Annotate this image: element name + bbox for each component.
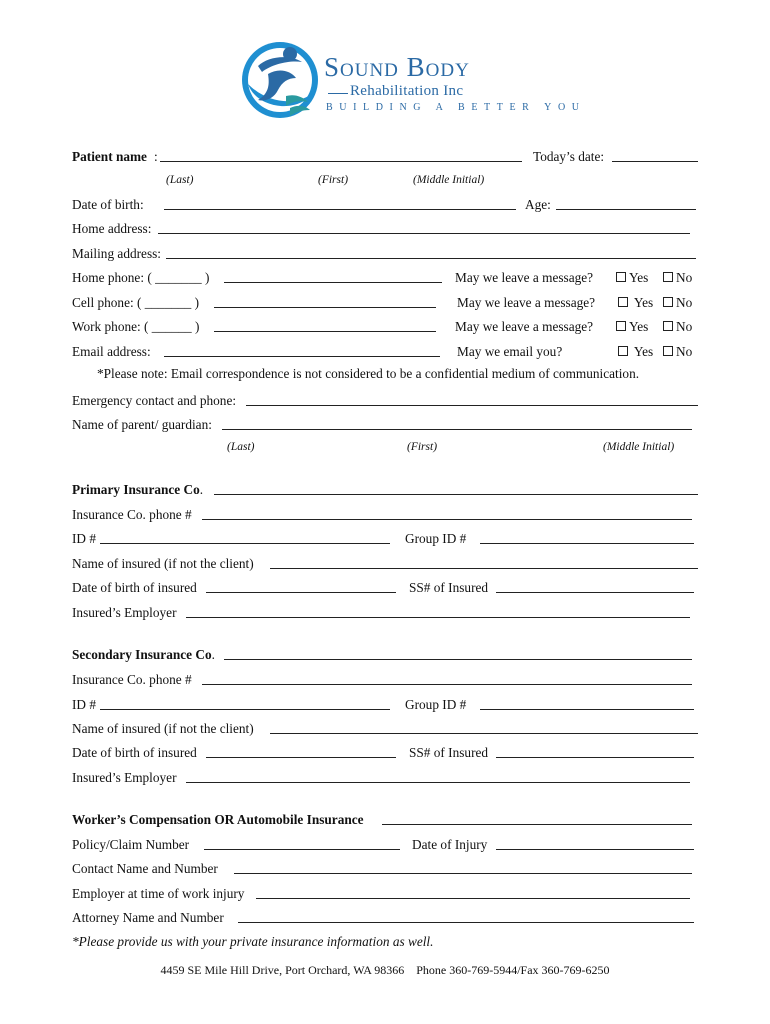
home-phone-yes-option[interactable]: Yes	[616, 269, 648, 287]
mailing-address-label: Mailing address:	[72, 246, 162, 261]
primary-ss-label: SS# of Insured	[409, 580, 489, 595]
primary-employer-row	[72, 604, 698, 622]
primary-id-row	[72, 530, 698, 548]
checkbox-icon[interactable]	[663, 346, 673, 356]
wc-employer-label: Employer at time of work injury	[72, 886, 245, 901]
secondary-group-label: Group ID #	[405, 697, 467, 712]
dob-label: Date of birth:	[72, 197, 144, 212]
patient-name-label: Patient name	[72, 149, 147, 164]
emergency-contact-label: Emergency contact and phone:	[72, 393, 237, 408]
secondary-insurance-field[interactable]	[224, 659, 692, 660]
work-phone-row	[72, 318, 698, 336]
primary-insurance-row: Primary Insurance Co.	[72, 481, 698, 499]
cell-phone-row	[72, 294, 698, 312]
email-confidentiality-note: *Please note: Email correspondence is not considered to be a confidential medium of communication.	[97, 366, 640, 381]
primary-group-field[interactable]	[480, 543, 694, 544]
workers-comp-heading: Worker’s Compensation OR Automobile Insurance	[72, 812, 364, 827]
secondary-id-field[interactable]	[100, 709, 390, 710]
secondary-ss-field[interactable]	[496, 757, 694, 758]
work-phone-no-option[interactable]: No	[663, 318, 692, 336]
home-address-label: Home address:	[72, 221, 152, 236]
home-phone-label: Home phone: ( _______ )	[72, 270, 210, 285]
cell-phone-field[interactable]	[214, 307, 436, 308]
primary-phone-row	[72, 506, 698, 524]
todays-date-field[interactable]	[612, 161, 698, 162]
todays-date-label: Today’s date:	[533, 149, 605, 164]
home-address-field[interactable]	[158, 233, 690, 234]
workers-comp-field[interactable]	[382, 824, 692, 825]
checkbox-icon[interactable]	[663, 272, 673, 282]
work-phone-yes-option[interactable]: Yes	[616, 318, 648, 336]
policy-claim-row	[72, 836, 698, 854]
home-phone-row	[72, 269, 698, 287]
checkbox-icon[interactable]	[618, 297, 628, 307]
home-phone-field[interactable]	[224, 282, 442, 283]
wc-employer-row	[72, 885, 698, 903]
secondary-group-field[interactable]	[480, 709, 694, 710]
cell-phone-label: Cell phone: ( _______ )	[72, 295, 200, 310]
secondary-insurance-heading: Secondary Insurance Co	[72, 647, 212, 662]
wc-contact-label: Contact Name and Number	[72, 861, 218, 876]
email-label: Email address:	[72, 344, 151, 359]
primary-insured-dob-field[interactable]	[206, 592, 396, 593]
primary-id-label: ID #	[72, 531, 97, 546]
secondary-phone-field[interactable]	[202, 684, 692, 685]
secondary-insured-dob-label: Date of birth of insured	[72, 745, 197, 760]
secondary-insurance-row: Secondary Insurance Co.	[72, 646, 698, 664]
secondary-insured-name-label: Name of insured (if not the client)	[72, 721, 254, 736]
wc-contact-field[interactable]	[234, 873, 692, 874]
primary-insured-name-field[interactable]	[270, 568, 698, 569]
private-insurance-note: *Please provide us with your private insurance information as well.	[72, 934, 434, 949]
home-phone-message-question: May we leave a message?	[455, 270, 594, 285]
primary-id-field[interactable]	[100, 543, 390, 544]
emergency-contact-field[interactable]	[246, 405, 698, 406]
secondary-insured-dob-row	[72, 744, 698, 762]
policy-claim-label: Policy/Claim Number	[72, 837, 190, 852]
primary-insured-dob-label: Date of birth of insured	[72, 580, 197, 595]
secondary-insured-name-field[interactable]	[270, 733, 698, 734]
primary-insurance-field[interactable]	[214, 494, 698, 495]
brand-divider	[328, 93, 348, 94]
checkbox-icon[interactable]	[616, 272, 626, 282]
checkbox-icon[interactable]	[663, 321, 673, 331]
primary-insurance-heading: Primary Insurance Co	[72, 482, 200, 497]
primary-employer-label: Insured’s Employer	[72, 605, 177, 620]
home-address-row	[72, 220, 698, 238]
guardian-row	[72, 416, 698, 434]
secondary-id-row	[72, 696, 698, 714]
secondary-phone-label: Insurance Co. phone #	[72, 672, 192, 687]
age-field[interactable]	[556, 209, 696, 210]
email-row	[72, 343, 698, 361]
dob-row	[72, 196, 698, 214]
work-phone-label: Work phone: ( ______ )	[72, 319, 200, 334]
primary-employer-field[interactable]	[186, 617, 690, 618]
cell-phone-yes-option[interactable]: Yes	[618, 294, 653, 312]
brand-subtitle: Rehabilitation Inc	[350, 83, 464, 99]
secondary-ss-label: SS# of Insured	[409, 745, 489, 760]
primary-phone-label: Insurance Co. phone #	[72, 507, 192, 522]
mailing-address-field[interactable]	[166, 258, 696, 259]
attorney-row	[72, 909, 698, 927]
secondary-phone-row	[72, 671, 698, 689]
secondary-employer-field[interactable]	[186, 782, 690, 783]
name-part-last: (Last)	[166, 174, 194, 186]
patient-name-field[interactable]	[160, 161, 522, 162]
checkbox-icon[interactable]	[616, 321, 626, 331]
wc-employer-field[interactable]	[256, 898, 690, 899]
name-part-first: (First)	[318, 174, 349, 186]
wc-contact-row	[72, 860, 698, 878]
guardian-part-last: (Last)	[227, 441, 255, 453]
work-phone-message-question: May we leave a message?	[455, 319, 594, 334]
primary-ss-field[interactable]	[496, 592, 694, 593]
injury-date-field[interactable]	[496, 849, 694, 850]
injury-date-label: Date of Injury	[412, 837, 488, 852]
emergency-contact-row	[72, 392, 698, 410]
primary-phone-field[interactable]	[202, 519, 692, 520]
email-field[interactable]	[164, 356, 440, 357]
primary-group-label: Group ID #	[405, 531, 467, 546]
guardian-field[interactable]	[222, 429, 692, 430]
secondary-id-label: ID #	[72, 697, 97, 712]
secondary-insured-dob-field[interactable]	[206, 757, 396, 758]
guardian-part-first: (First)	[407, 441, 438, 453]
secondary-employer-label: Insured’s Employer	[72, 770, 177, 785]
email-yes-option[interactable]: Yes	[618, 343, 653, 361]
email-no-option[interactable]: No	[663, 343, 692, 361]
guardian-label: Name of parent/ guardian:	[72, 417, 212, 432]
secondary-employer-row	[72, 769, 698, 787]
age-label: Age:	[525, 197, 551, 212]
policy-claim-field[interactable]	[204, 849, 400, 850]
checkbox-icon[interactable]	[618, 346, 628, 356]
cell-phone-no-option[interactable]: No	[663, 294, 692, 312]
email-question: May we email you?	[457, 344, 563, 359]
brand-name: Sound Body	[324, 52, 470, 82]
guardian-part-middle: (Middle Initial)	[603, 441, 675, 453]
attorney-label: Attorney Name and Number	[72, 910, 224, 925]
footer-address: 4459 SE Mile Hill Drive, Port Orchard, WA 98366 Phone 360-769-5944/Fax 360-769-6250	[160, 963, 610, 977]
home-phone-no-option[interactable]: No	[663, 269, 692, 287]
brand-tagline: BUILDING A BETTER YOU	[326, 102, 586, 113]
cell-phone-message-question: May we leave a message?	[457, 295, 596, 310]
checkbox-icon[interactable]	[663, 297, 673, 307]
attorney-field[interactable]	[238, 922, 694, 923]
dob-field[interactable]	[164, 209, 516, 210]
work-phone-field[interactable]	[214, 331, 436, 332]
primary-insured-name-label: Name of insured (if not the client)	[72, 556, 254, 571]
primary-insured-dob-row	[72, 579, 698, 597]
name-part-middle: (Middle Initial)	[413, 174, 485, 186]
patient-name-row: Patient name : Today’s date:	[72, 148, 698, 166]
runner-logo-icon	[238, 38, 324, 122]
mailing-address-row	[72, 245, 698, 263]
primary-insured-name-row	[72, 555, 698, 573]
secondary-insured-name-row	[72, 720, 698, 738]
workers-comp-row	[72, 811, 698, 829]
company-logo	[238, 38, 586, 122]
